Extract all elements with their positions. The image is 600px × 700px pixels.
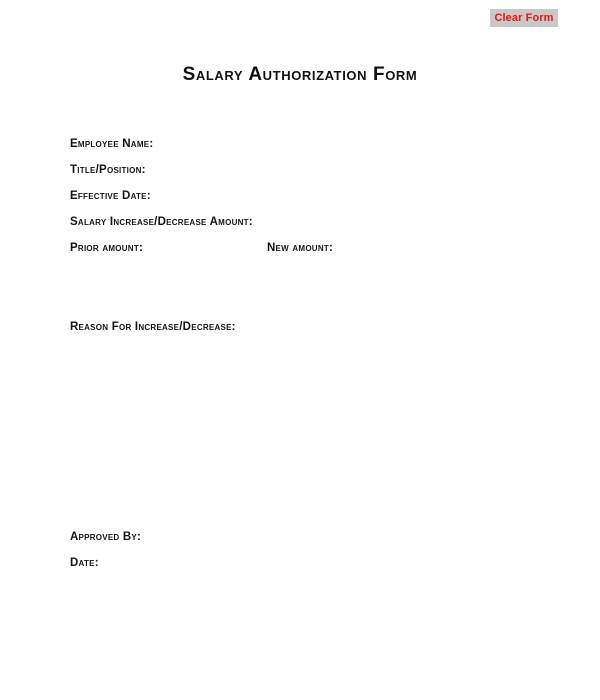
employee-name-label: Employee Name: — [70, 137, 154, 150]
prior-amount-group — [70, 241, 149, 256]
new-amount-label: New amount: — [267, 241, 334, 254]
clear-form-button[interactable]: Clear Form — [490, 9, 558, 27]
page-title: Salary Authorization Form — [182, 64, 418, 85]
field-row-amounts — [70, 241, 530, 256]
amounts-write-area[interactable] — [70, 258, 530, 316]
signature-write-area[interactable] — [70, 575, 530, 685]
reason-input[interactable] — [70, 340, 530, 522]
field-row-salary-change-amount — [70, 215, 259, 230]
field-row-approved-by — [70, 530, 147, 545]
new-amount-group — [267, 241, 339, 256]
field-row-employee-name — [70, 137, 159, 152]
prior-amount-label: Prior amount: — [70, 241, 144, 254]
reason-label: Reason For Increase/Decrease: — [70, 320, 236, 333]
salary-change-amount-label: Salary Increase/Decrease Amount: — [70, 215, 253, 228]
effective-date-label: Effective Date: — [70, 189, 151, 202]
field-row-date — [70, 556, 105, 571]
date-label: Date: — [70, 556, 99, 569]
field-row-effective-date — [70, 189, 157, 204]
approved-by-label: Approved By: — [70, 530, 142, 543]
title-position-label: Title/Position: — [70, 163, 146, 176]
field-row-reason — [70, 320, 236, 335]
field-row-title-position — [70, 163, 152, 178]
